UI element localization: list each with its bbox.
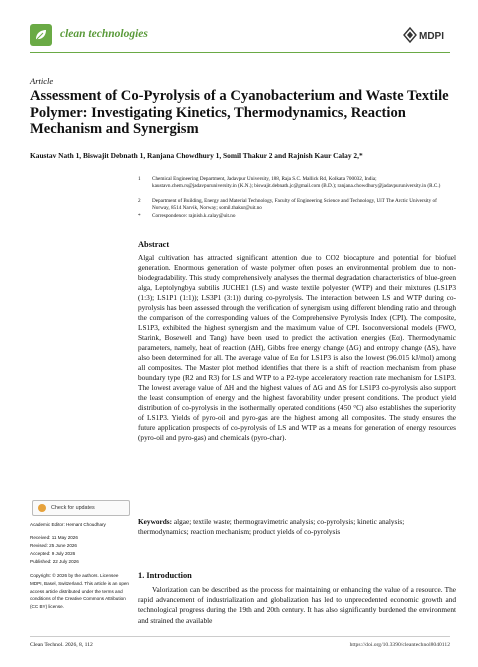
journal-header xyxy=(30,24,450,50)
correspondence-text: Correspondence: rajnish.k.calay@uit.no xyxy=(152,213,236,219)
footer-divider xyxy=(30,636,450,637)
affiliation-text: Chemical Engineering Department, Jadavpur University, 188, Raja S.C. Mallick Rd, Kolkata 700032, India; kaustavn.chem.rs@jadavpuruniversity.in (K.N.); biswajit.debnath.jc@gmail.com (B.D.); ranjana.chowdhury@jadavpuruniversity.in (R.C.) xyxy=(152,176,441,189)
affiliation-1 xyxy=(138,176,453,190)
publisher-name: MDPI xyxy=(419,31,444,42)
citation: Clean Technol. 2026, 8, 112 xyxy=(30,642,93,648)
affiliation-number: 2 xyxy=(138,198,141,204)
keywords-label: Keywords: xyxy=(138,517,173,526)
affiliation-2 xyxy=(138,198,453,212)
published-date: Published: 22 July 2026 xyxy=(30,559,79,564)
correspondence xyxy=(138,213,453,220)
affiliation-number: * xyxy=(138,213,141,219)
abstract-heading: Abstract xyxy=(138,240,170,249)
section-body: Valorization can be described as the process for maintaining or enhancing the value of a resource. The rapid advancement of industrialization and globalization has led to unprecedented economic growth and technological progress during the 19th and 20th century. It has also significantly burdened the environment and strained the available xyxy=(138,585,456,625)
revised-date: Revised: 25 June 2026 xyxy=(30,543,77,548)
affiliation-text: Department of Building, Energy and Material Technology, Faculty of Engineering Science and Technology, UiT The Arctic University of Norway, 8514 Narvik, Norway; somil.thakur@uit.no xyxy=(152,198,437,211)
mdpi-logo xyxy=(402,26,450,44)
article-type: Article xyxy=(30,76,54,86)
update-badge-icon xyxy=(38,504,46,512)
keywords xyxy=(138,517,456,537)
check-for-updates-button[interactable] xyxy=(32,500,130,516)
header-divider xyxy=(30,52,450,53)
copyright-notice: Copyright: © 2026 by the authors. Licensee MDPI, Basel, Switzerland. This article is an open access article distributed under the terms and conditions of the Creative Commons Attribution (CC BY) license. xyxy=(30,573,129,610)
journal-name: clean technologies xyxy=(60,28,148,40)
abstract-body: Algal cultivation has attracted significant attention due to CO2 biocapture and potential for biofuel generation. Enormous generation of waste polymer often poses an environmental problem due to non-biodegradability. This study comprehensively analyses the thermal degradation characteristics of blue-green alga, Leptolyngbya subtilis JUCHE1 (LS) and waste textile polyester (WTP) and their mixtures (LS1P3 (1:3); LS1P1 (1:1)); LS3P1 (3:1)) during co-pyrolysis. The interaction between LS and WTP during co-pyrolysis has been assessed through the verification of synergism using different blending ratio and through the comparison of the corresponding values of the Comprehensive Pyrolysis Index (CPI). The composite, LS1P3, exhibited the highest synergism and the maximum value of CPI. Isoconversional models (FWO, Starink, Bosewell and Tang) have been used to predict the activation energies (Eα). Thermodynamic parameters, namely, heat of reaction (ΔH), Gibbs free energy change (ΔG) and entropy change (ΔS), have also been determined for all. The average value of Eα for LS1P3 is also the lowest (96.015 kJ/mol) among all composites. The Master plot method identifies that there is a shift of reaction mechanism from phase boundary type (R2 and R3) for LS and WTP to a P2-type acceleratory reaction rate mechanism for LS1P3. The lowest average value of ΔH and the highest values of ΔG and ΔS for LS1P3 co-pyrolysis also support the least consumption of energy and the highest favorability under present conditions. The product yield distribution of co-pyrolysis in the isothermally operated conditions (450 °C) also establishes the superiority of LS1P3. Yields of pyro-oil and pyro-gas are the highest among all composites. The study ensures the future application prospects of co-pyrolysis of LS and WTP as a means for generation of energy resources (pyro-oil and pyro-gas) and chemicals (pyro-char). xyxy=(138,253,456,442)
journal-logo-icon xyxy=(30,24,52,46)
affiliation-number: 1 xyxy=(138,176,141,182)
doi-link[interactable]: https://doi.org/10.3390/cleantechnol8040112 xyxy=(349,642,450,648)
keywords-text: algae; textile waste; thermogravimetric analysis; co-pyrolysis; kinetic analysis; thermodynamics; reaction mechanism; product yields of co-pyrolysis xyxy=(138,517,405,536)
paper-title: Assessment of Co-Pyrolysis of a Cyanobacterium and Waste Textile Polymer: Investigating Kinetics, Thermodynamics, Reaction Mechanism and Synergism xyxy=(30,88,449,137)
section-heading: 1. Introduction xyxy=(138,571,192,580)
received-date: Received: 11 May 2026 xyxy=(30,535,78,540)
check-for-updates-label: Check for updates xyxy=(51,505,95,511)
accepted-date: Accepted: 9 July 2026 xyxy=(30,551,76,556)
academic-editor: Academic Editor: Hemant Choudhary xyxy=(30,522,106,527)
author-list: Kaustav Nath 1, Biswajit Debnath 1, Ranjana Chowdhury 1, Somil Thakur 2 and Rajnish Kaur Calay 2,* xyxy=(30,151,363,160)
